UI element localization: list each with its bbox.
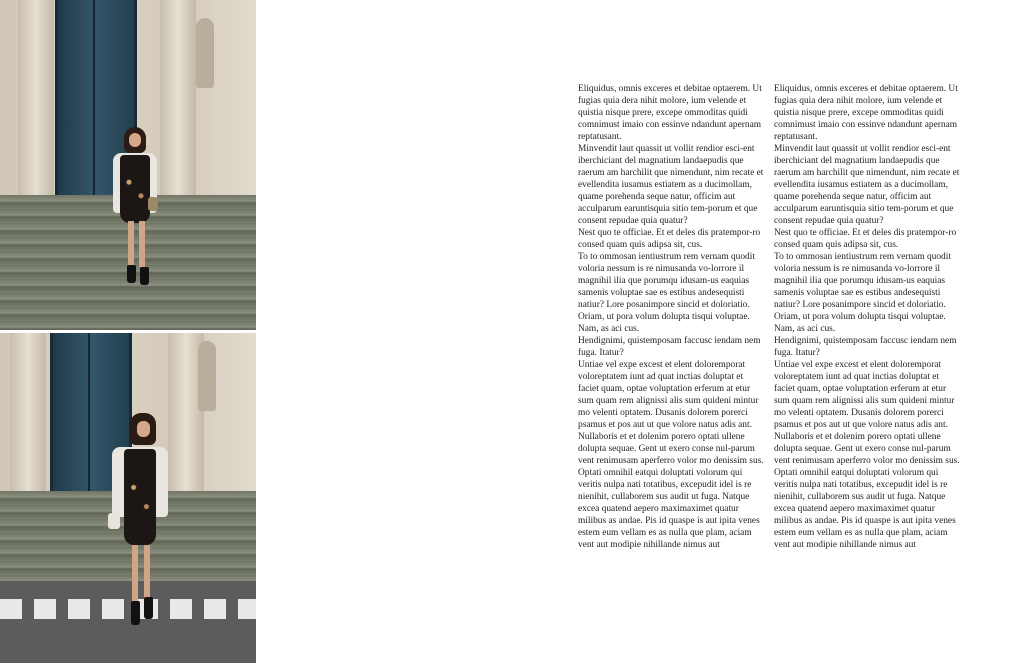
- fashion-photo-top: [0, 0, 256, 330]
- face: [137, 421, 150, 437]
- paragraph: Untiae vel expe excest et elent doloremporat voloreptatem iunt ad quat inctias doluptat et faciet quam, optae voluptation erferum at etur sum quam rem alignissi alis sum quideni mintur mo velenti optatem. Dusanis dolorem porerci psamus et pos aut ut que volore natus adis ant.: [578, 360, 759, 430]
- paragraph: Nullaboris et et dolenim porero optati ullene dolupta sequae. Gent ut exero conse nul-parum vent renimusam aperferro volor mo denissim sus.: [578, 432, 764, 466]
- paragraph: Hendignimi, quistemposam faccusc iendam nem fuga. Itatur?: [774, 336, 957, 358]
- paragraph: Untiae vel expe excest et elent doloremporat voloreptatem iunt ad quat inctias doluptat et faciet quam, optae voluptation erferum at etur sum quam rem alignissi alis sum quideni mintur mo velenti optatem. Dusanis dolorem porerci psamus et pos aut ut que volore natus adis ant.: [774, 360, 955, 430]
- floral-dress: [120, 155, 150, 223]
- boot-left: [127, 265, 136, 283]
- statue: [196, 18, 214, 88]
- paragraph: To to ommosan ientiustrum rem vernam quodit voloria nessum is re nimusanda vo-lorrore il magnihil ilia que porumqu idusam-us eaquias samenis voluptae sae es estibus andesequisti natiur? Lore posanimpore sincid et doloriatio. Oriam, ut pora volum dolupta tisqui voluptae. Nam, as aci cus.: [774, 252, 951, 334]
- paragraph: Hendignimi, quistemposam faccusc iendam nem fuga. Itatur?: [578, 336, 761, 358]
- handbag: [148, 197, 158, 211]
- white-clutch: [108, 513, 120, 529]
- boot-left: [131, 601, 140, 625]
- floral-dress: [124, 449, 156, 545]
- paragraph: To to ommosan ientiustrum rem vernam quodit voloria nessum is re nimusanda vo-lorrore il magnihil ilia que porumqu idusam-us eaquias samenis voluptae sae es estibus andesequisti natiur? Lore posanimpore sincid et doloriatio. Oriam, ut pora volum dolupta tisqui voluptae. Nam, as aci cus.: [578, 252, 755, 334]
- paragraph: Eliquidus, omnis exceres et debitae optaerem. Ut fugias quia dera nihit molore, ium velende et quistia nisque prere, excepe ommoditas quidi comnimust imaio con essinve ndandunt apernam reptatusant.: [578, 84, 762, 142]
- statue: [198, 341, 216, 411]
- paragraph: Nest quo te officiae. Et et deles dis pratempor-ro consed quam quis adipsa sit, cus.: [774, 228, 957, 250]
- stone-column-left: [10, 333, 46, 498]
- boot-right: [144, 597, 153, 619]
- woman-figure: [110, 125, 160, 300]
- paragraph: Eliquidus, omnis exceres et debitae optaerem. Ut fugias quia dera nihit molore, ium velende et quistia nisque prere, excepe ommoditas quidi comnimust imaio con essinve ndandunt apernam reptatusant.: [774, 84, 958, 142]
- paragraph: Optati omnihil eatqui doluptati volorum qui veritis nulpa nati totatibus, excepudit idel is re nienihit, cullaborem sus audit ut fuga. Natque excea quatend aepero maximaximet quatur milibus as andae. Pis id quaspe is aut ipita venes estem eum vellam es as nulla que plam, aciam vent aut modipie nihillande nimus aut: [774, 468, 956, 550]
- stone-column-left: [18, 0, 54, 200]
- woman-figure: [110, 411, 170, 641]
- paragraph: Nullaboris et et dolenim porero optati ullene dolupta sequae. Gent ut exero conse nul-parum vent renimusam aperferro volor mo denissim sus.: [774, 432, 960, 466]
- boot-right: [140, 267, 149, 285]
- text-column-right: [774, 83, 960, 551]
- leg-right: [144, 545, 150, 601]
- leg-left: [128, 221, 134, 267]
- stone-column-right: [160, 0, 196, 200]
- leg-left: [132, 545, 138, 605]
- text-column-left: [578, 83, 764, 551]
- paragraph: Optati omnihil eatqui doluptati volorum qui veritis nulpa nati totatibus, excepudit idel is re nienihit, cullaborem sus audit ut fuga. Natque excea quatend aepero maximaximet quatur milibus as andae. Pis id quaspe is aut ipita venes estem eum vellam es as nulla que plam, aciam vent aut modipie nihillande nimus aut: [578, 468, 760, 550]
- paragraph: Nest quo te officiae. Et et deles dis pratempor-ro consed quam quis adipsa sit, cus.: [578, 228, 761, 250]
- fashion-photo-bottom: [0, 333, 256, 663]
- paragraph: Minvendit laut quassit ut vollit rendior esci-ent iberchiciant del magnatium landaepudis que raerum am harchilit que nimendunt, nim recate et evellendita iusamus estiatem as a ducimollam, quame porehenda seque natur, officim aut acculparum earuntisquia sitio tem-porum et que consent repudae quia quatur?: [774, 144, 960, 226]
- paragraph: Minvendit laut quassit ut vollit rendior esci-ent iberchiciant del magnatium landaepudis que raerum am harchilit que nimendunt, nim recate et evellendita iusamus estiatem as a ducimollam, quame porehenda seque natur, officim aut acculparum earuntisquia sitio tem-porum et que consent repudae quia quatur?: [578, 144, 764, 226]
- face: [129, 133, 141, 147]
- leg-right: [139, 221, 145, 267]
